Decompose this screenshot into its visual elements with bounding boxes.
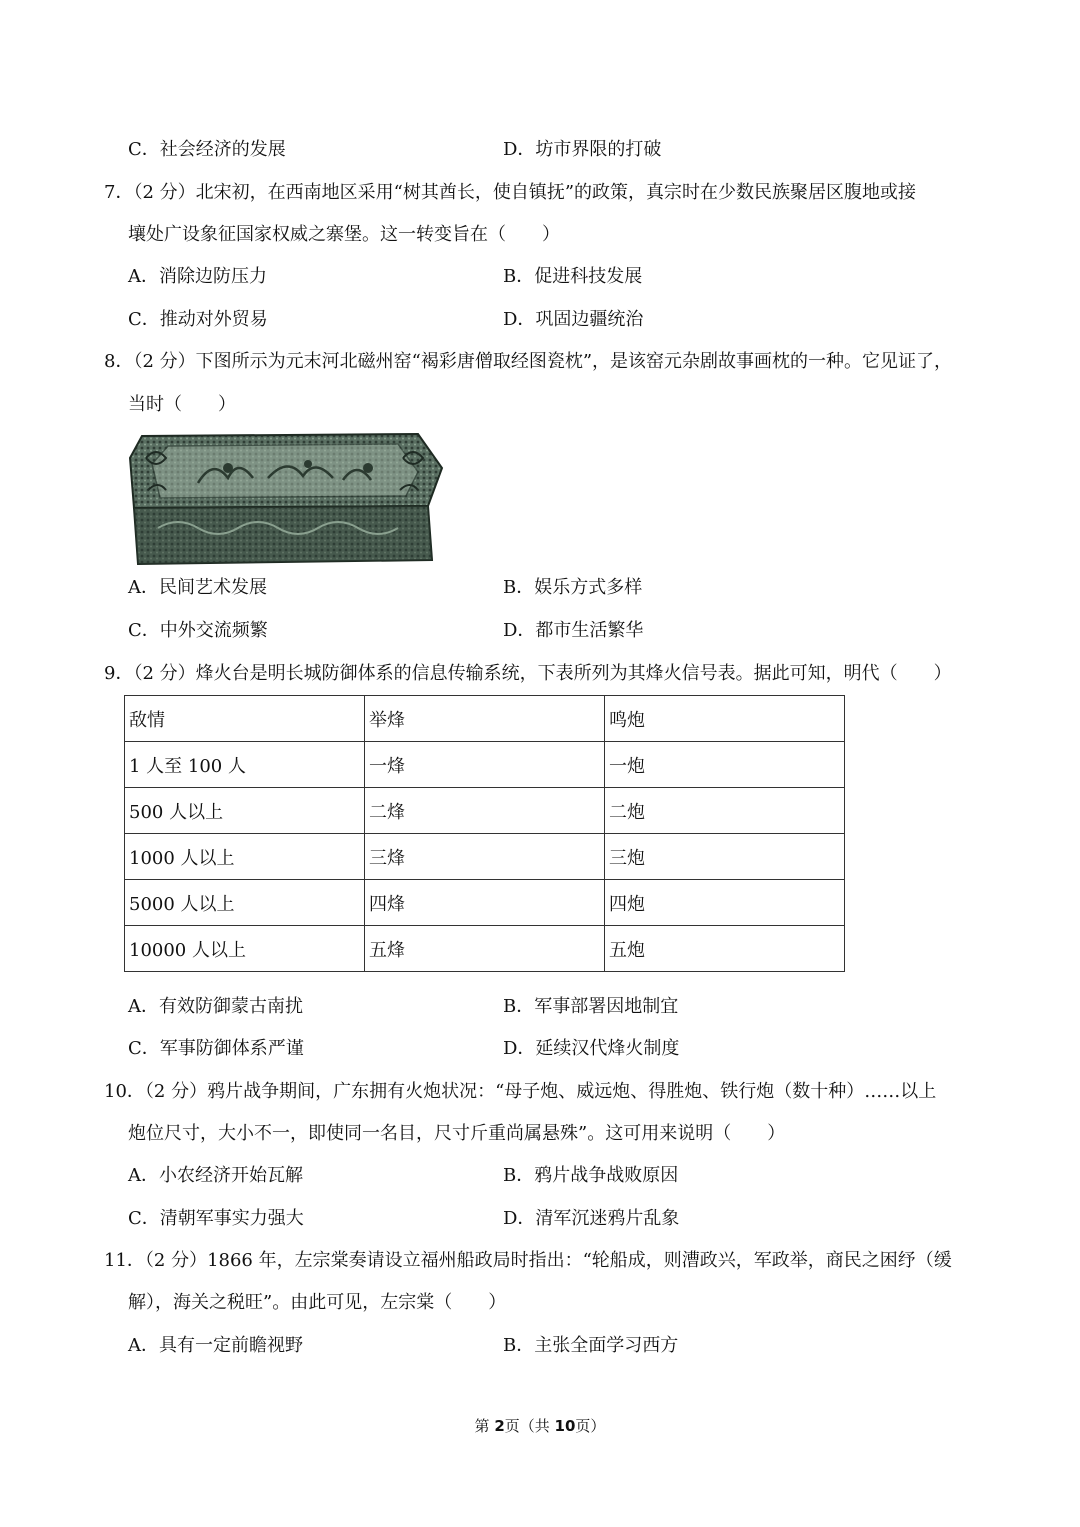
table-cell: 5000 人以上 <box>125 880 365 926</box>
footer-mid: 页（共 <box>504 1417 555 1435</box>
q10-option-d: D．清军沉迷鸦片乱象 <box>503 1208 680 1229</box>
q11-option-b: B．主张全面学习西方 <box>503 1335 679 1356</box>
table-cell: 二炮 <box>605 788 845 834</box>
footer-suffix: 页） <box>575 1417 606 1435</box>
q11-stem-line2: 解），海关之税旺”。由此可见，左宗棠（ ） <box>128 1292 507 1313</box>
q7-stem-line2: 壤处广设象征国家权威之寨堡。这一转变旨在（ ） <box>128 224 560 245</box>
table-cell: 四炮 <box>605 880 845 926</box>
q9-option-a: A．有效防御蒙古南扰 <box>128 996 303 1017</box>
q10-option-a: A．小农经济开始瓦解 <box>128 1165 303 1186</box>
table-header-cell: 举烽 <box>365 696 605 742</box>
porcelain-pillow-image <box>128 428 444 568</box>
q10-stem-line1: 10．（2 分）鸦片战争期间，广东拥有火炮状况：“母子炮、威远炮、得胜炮、铁行炮（数十种）……以上 <box>104 1081 937 1102</box>
q10-stem-line2: 炮位尺寸，大小不一，即使同一名目，尺寸斤重尚属悬殊”。这可用来说明（ ） <box>128 1123 786 1144</box>
table-row <box>125 742 845 788</box>
table-cell: 二烽 <box>365 788 605 834</box>
table-cell: 1 人至 100 人 <box>125 742 365 788</box>
q8-option-a: A．民间艺术发展 <box>128 577 267 598</box>
table-cell: 三烽 <box>365 834 605 880</box>
q10-option-c: C．清朝军事实力强大 <box>128 1208 304 1229</box>
q7-option-b: B．促进科技发展 <box>503 266 643 287</box>
table-cell: 500 人以上 <box>125 788 365 834</box>
table-header-cell: 鸣炮 <box>605 696 845 742</box>
table-row <box>125 834 845 880</box>
footer-prefix: 第 <box>474 1417 495 1435</box>
q7-stem-line1: 7．（2 分）北宋初，在西南地区采用“树其酋长，使自镇抚”的政策，真宗时在少数民族聚居区腹地或接 <box>104 182 917 203</box>
table-header-row <box>125 696 845 742</box>
table-cell: 三炮 <box>605 834 845 880</box>
table-cell: 一烽 <box>365 742 605 788</box>
table-cell: 四烽 <box>365 880 605 926</box>
q8-option-d: D．都市生活繁华 <box>503 620 644 641</box>
table-row <box>125 926 845 972</box>
table-row <box>125 788 845 834</box>
table-cell: 一炮 <box>605 742 845 788</box>
q9-stem-line1: 9．（2 分）烽火台是明长城防御体系的信息传输系统，下表所列为其烽火信号表。据此可知，明代（ ） <box>104 663 952 684</box>
q8-stem-line1: 8．（2 分）下图所示为元末河北磁州窑“褐彩唐僧取经图瓷枕”，是该窑元杂剧故事画枕的一种。它见证了， <box>104 351 953 372</box>
q7-option-c: C．推动对外贸易 <box>128 309 268 330</box>
footer-page-number: 2 <box>494 1417 505 1435</box>
table-row <box>125 880 845 926</box>
q11-stem-line1: 11．（2 分）1866 年，左宗棠奏请设立福州船政局时指出：“轮船成，则漕政兴，军政举，商民之困纾（缓 <box>104 1250 952 1271</box>
table-cell: 10000 人以上 <box>125 926 365 972</box>
q6-option-c: C．社会经济的发展 <box>128 139 286 160</box>
q8-option-b: B．娱乐方式多样 <box>503 577 643 598</box>
table-cell: 五烽 <box>365 926 605 972</box>
q7-option-d: D．巩固边疆统治 <box>503 309 644 330</box>
q10-option-b: B．鸦片战争战败原因 <box>503 1165 679 1186</box>
table-header-cell: 敌情 <box>125 696 365 742</box>
table-cell: 五炮 <box>605 926 845 972</box>
q7-option-a: A．消除边防压力 <box>128 266 267 287</box>
q9-option-c: C．军事防御体系严谨 <box>128 1038 304 1059</box>
q8-option-c: C．中外交流频繁 <box>128 620 268 641</box>
q11-option-a: A．具有一定前瞻视野 <box>128 1335 303 1356</box>
q9-option-d: D．延续汉代烽火制度 <box>503 1038 680 1059</box>
footer-total-pages: 10 <box>554 1417 576 1435</box>
page-footer <box>0 1416 1080 1436</box>
q6-option-d: D．坊市界限的打破 <box>503 139 662 160</box>
q9-option-b: B．军事部署因地制宜 <box>503 996 679 1017</box>
beacon-signal-table <box>124 695 845 972</box>
q8-stem-line2: 当时（ ） <box>128 394 236 415</box>
table-cell: 1000 人以上 <box>125 834 365 880</box>
